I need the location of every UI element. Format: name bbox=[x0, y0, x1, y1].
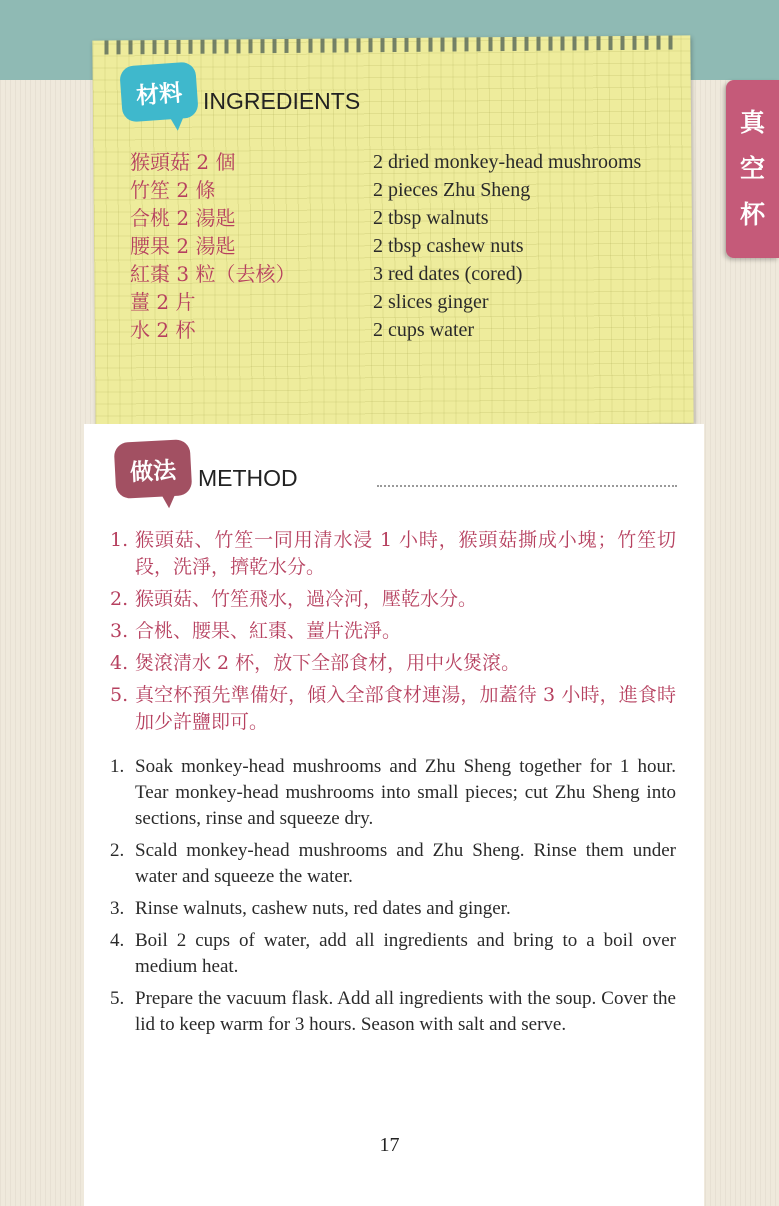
step-text: Boil 2 cups of water, add all ingredients and bring to a boil over medium heat. bbox=[135, 930, 676, 977]
step-number: 3. bbox=[110, 620, 129, 642]
step-text: Soak monkey-head mushrooms and Zhu Sheng together for 1 hour. Tear monkey-head mushrooms into small pieces; cut Zhu Sheng into sections, rinse and squeeze dry. bbox=[135, 756, 676, 829]
list-item bbox=[110, 754, 676, 832]
step-number: 5. bbox=[110, 988, 125, 1009]
ingredient-zh: 竹笙 2 條 bbox=[130, 178, 216, 202]
step-text: 猴頭菇、竹笙飛水，過冷河，壓乾水分。 bbox=[135, 588, 478, 610]
method-steps-english bbox=[110, 754, 676, 1044]
ingredient-en: 2 pieces Zhu Sheng bbox=[373, 179, 531, 201]
step-text: Prepare the vacuum flask. Add all ingredients with the soup. Cover the lid to keep warm for 3 hours. Season with salt and serve. bbox=[135, 988, 676, 1035]
ingredient-zh: 合桃 2 湯匙 bbox=[130, 206, 236, 230]
speech-tail-icon bbox=[169, 114, 186, 131]
dotted-divider bbox=[377, 485, 677, 487]
ingredients-badge-text: 材料 bbox=[135, 79, 184, 110]
step-number: 1. bbox=[110, 756, 125, 777]
method-steps-chinese bbox=[110, 527, 676, 741]
method-badge bbox=[114, 439, 193, 499]
page-number: 17 bbox=[379, 1134, 400, 1156]
step-text: 猴頭菇、竹笙一同用清水浸 1 小時，猴頭菇撕成小塊；竹笙切段，洗淨，擠乾水分。 bbox=[135, 529, 676, 578]
step-text: Scald monkey-head mushrooms and Zhu Sheng. Rinse them under water and squeeze the water. bbox=[135, 840, 676, 887]
ingredient-en: 2 tbsp cashew nuts bbox=[373, 235, 524, 257]
step-number: 2. bbox=[110, 588, 129, 610]
ingredients-chinese-list bbox=[130, 148, 295, 344]
method-heading: METHOD bbox=[198, 465, 298, 491]
ingredient-en: 3 red dates (cored) bbox=[373, 263, 523, 285]
ingredient-zh: 猴頭菇 2 個 bbox=[130, 150, 236, 174]
ingredient-zh: 水 2 杯 bbox=[130, 318, 196, 342]
step-number: 4. bbox=[110, 930, 125, 951]
step-text: 煲滾清水 2 杯，放下全部食材，用中火煲滾。 bbox=[135, 652, 521, 674]
step-text: 真空杯預先準備好，傾入全部食材連湯，加蓋待 3 小時，進食時加少許鹽即可。 bbox=[135, 684, 676, 733]
step-number: 1. bbox=[110, 529, 129, 551]
step-text: Rinse walnuts, cashew nuts, red dates and ginger. bbox=[135, 898, 511, 919]
ingredients-english-list bbox=[373, 148, 641, 344]
list-item bbox=[110, 586, 676, 613]
list-item bbox=[110, 682, 676, 736]
chapter-tab-char-2: 空 bbox=[739, 154, 765, 183]
chapter-tab-char-3: 杯 bbox=[739, 200, 765, 229]
list-item bbox=[110, 986, 676, 1038]
chapter-tab-char-1: 真 bbox=[739, 108, 765, 137]
ingredients-heading: INGREDIENTS bbox=[203, 88, 361, 114]
ingredient-zh: 薑 2 片 bbox=[130, 290, 196, 314]
step-number: 5. bbox=[110, 684, 129, 706]
list-item bbox=[110, 896, 676, 922]
step-number: 4. bbox=[110, 652, 129, 674]
step-number: 2. bbox=[110, 840, 125, 861]
ingredients-badge bbox=[119, 61, 199, 122]
ingredient-en: 2 slices ginger bbox=[373, 291, 489, 313]
speech-tail-icon bbox=[160, 492, 177, 509]
method-badge-text: 做法 bbox=[129, 457, 177, 486]
list-item bbox=[110, 527, 676, 581]
chapter-tab[interactable] bbox=[726, 80, 779, 258]
list-item bbox=[110, 838, 676, 890]
ingredient-zh: 紅棗 3 粒（去核） bbox=[130, 262, 296, 286]
step-number: 3. bbox=[110, 898, 125, 919]
step-text: 合桃、腰果、紅棗、薑片洗淨。 bbox=[135, 620, 402, 642]
list-item bbox=[110, 618, 676, 645]
list-item bbox=[110, 928, 676, 980]
ingredient-en: 2 cups water bbox=[373, 319, 475, 341]
ingredient-en: 2 dried monkey-head mushrooms bbox=[373, 151, 642, 173]
list-item bbox=[110, 650, 676, 677]
ingredient-en: 2 tbsp walnuts bbox=[373, 207, 489, 229]
ingredient-zh: 腰果 2 湯匙 bbox=[130, 234, 236, 258]
